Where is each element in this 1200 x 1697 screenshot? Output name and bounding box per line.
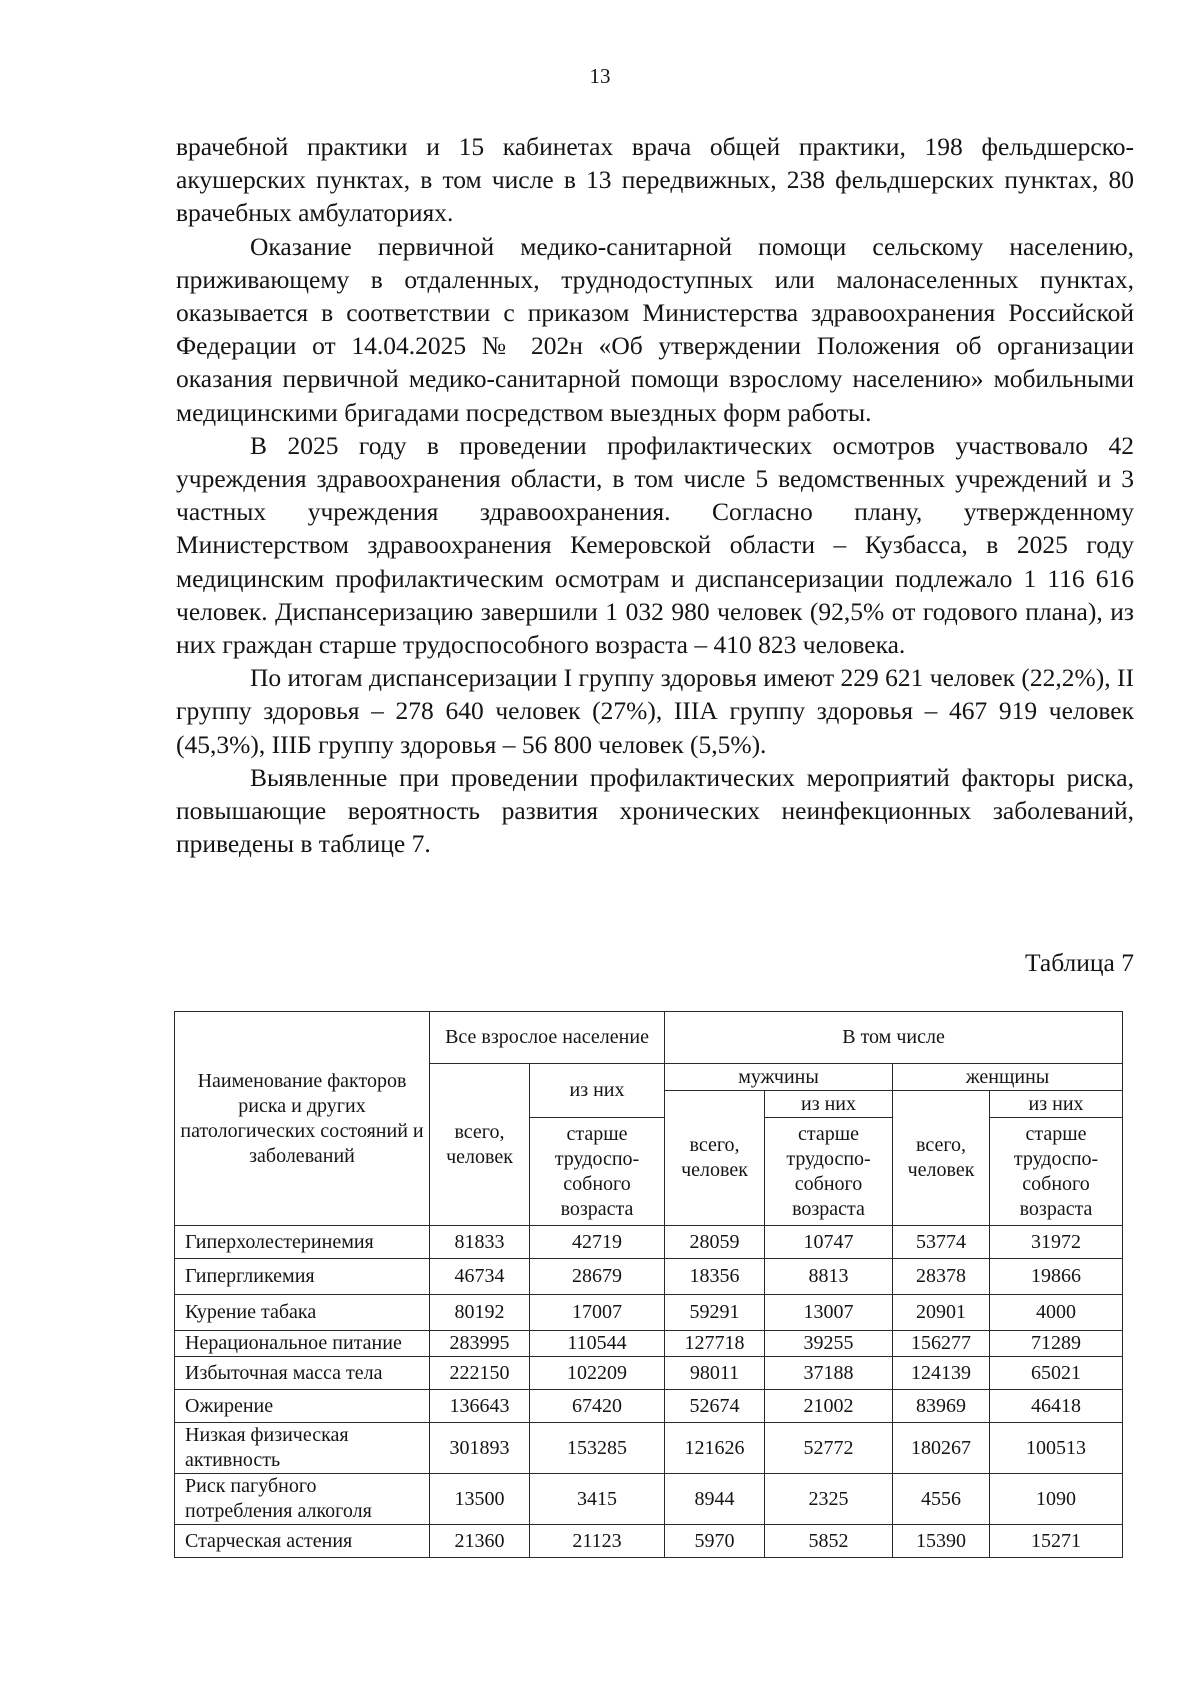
cell: 222150 bbox=[430, 1357, 530, 1390]
cell: 71289 bbox=[990, 1331, 1123, 1357]
paragraph: По итогам диспансеризации I группу здоровья имеют 229 621 человек (22,2%), II группу здоровья – 278 640 человек (27%), IIIА группу здоровья – 467 919 человек (45,3%), IIIБ группу здоровья – 56 800 человек (5,5%). bbox=[176, 663, 1134, 759]
page-number: 13 bbox=[589, 64, 611, 88]
row-name: Гипергликемия bbox=[175, 1259, 430, 1295]
header-of-them-men: из них bbox=[765, 1091, 893, 1118]
cell: 46418 bbox=[990, 1390, 1123, 1423]
cell: 153285 bbox=[530, 1423, 665, 1474]
cell: 18356 bbox=[665, 1259, 765, 1295]
cell: 46734 bbox=[430, 1259, 530, 1295]
cell: 10747 bbox=[765, 1226, 893, 1259]
cell: 15390 bbox=[893, 1525, 990, 1558]
cell: 121626 bbox=[665, 1423, 765, 1474]
cell: 65021 bbox=[990, 1357, 1123, 1390]
table-row bbox=[175, 1390, 1123, 1423]
header-older-all: старше трудоспо-собного возраста bbox=[530, 1118, 665, 1226]
cell: 17007 bbox=[530, 1295, 665, 1331]
cell: 19866 bbox=[990, 1259, 1123, 1295]
cell: 8944 bbox=[665, 1474, 765, 1525]
cell: 39255 bbox=[765, 1331, 893, 1357]
row-name: Гиперхолестеринемия bbox=[175, 1226, 430, 1259]
row-name: Нерациональное питание bbox=[175, 1331, 430, 1357]
header-of-them-all: из них bbox=[530, 1064, 665, 1118]
header-name: Наименование факторов риска и других патологических состояний и заболеваний bbox=[175, 1012, 430, 1226]
cell: 110544 bbox=[530, 1331, 665, 1357]
table-row bbox=[175, 1259, 1123, 1295]
paragraph: Оказание первичной медико-санитарной помощи сельскому населению, приживающему в отдаленных, труднодоступных или малонаселенных пунктах, оказывается в соответствии с приказом Министерства здравоохранения Российской Федерации от 14.04.2025 № 202н «Об утверждении Положения об организации оказания первичной медико-санитарной помощи взрослому населению» мобильными медицинскими бригадами посредством выездных форм работы. bbox=[176, 231, 1134, 427]
row-name: Избыточная масса тела bbox=[175, 1357, 430, 1390]
cell: 13007 bbox=[765, 1295, 893, 1331]
header-including: В том числе bbox=[665, 1012, 1123, 1064]
cell: 81833 bbox=[430, 1226, 530, 1259]
header-women: женщины bbox=[893, 1064, 1123, 1091]
paragraph: Выявленные при проведении профилактических мероприятий факторы риска, повышающие вероятность развития хронических неинфекционных заболеваний, приведены в таблице 7. bbox=[176, 762, 1134, 859]
cell: 37188 bbox=[765, 1357, 893, 1390]
header-men: мужчины bbox=[665, 1064, 893, 1091]
cell: 1090 bbox=[990, 1474, 1123, 1525]
table-row bbox=[175, 1474, 1123, 1525]
cell: 136643 bbox=[430, 1390, 530, 1423]
row-name: Курение табака bbox=[175, 1295, 430, 1331]
cell: 52772 bbox=[765, 1423, 893, 1474]
header-total-all: всего, человек bbox=[430, 1064, 530, 1226]
cell: 98011 bbox=[665, 1357, 765, 1390]
cell: 83969 bbox=[893, 1390, 990, 1423]
row-name: Риск пагубного потребления алкоголя bbox=[175, 1474, 430, 1525]
table-row bbox=[175, 1295, 1123, 1331]
cell: 28378 bbox=[893, 1259, 990, 1295]
cell: 31972 bbox=[990, 1226, 1123, 1259]
cell: 127718 bbox=[665, 1331, 765, 1357]
header-older-women: старше трудоспо-собного возраста bbox=[990, 1118, 1123, 1226]
header-of-them-women: из них bbox=[990, 1091, 1123, 1118]
cell: 21360 bbox=[430, 1525, 530, 1558]
table-row bbox=[175, 1357, 1123, 1390]
cell: 42719 bbox=[530, 1226, 665, 1259]
cell: 180267 bbox=[893, 1423, 990, 1474]
row-name: Низкая физическая активность bbox=[175, 1423, 430, 1474]
cell: 80192 bbox=[430, 1295, 530, 1331]
cell: 59291 bbox=[665, 1295, 765, 1331]
row-name: Старческая астения bbox=[175, 1525, 430, 1558]
cell: 21002 bbox=[765, 1390, 893, 1423]
body-text bbox=[176, 130, 1134, 860]
table-row bbox=[175, 1423, 1123, 1474]
cell: 15271 bbox=[990, 1525, 1123, 1558]
paragraph: В 2025 году в проведении профилактических осмотров участвовало 42 учреждения здравоохранения области, в том числе 5 ведомственных учреждений и 3 частных учреждения здравоохранения. Согласно плану, утвержденному Министерством здравоохранения Кемеровской области – Кузбасса, в 2025 году медицинским профилактическим осмотрам и диспансеризации подлежало 1 116 616 человек. Диспансеризацию завершили 1 032 980 человек (92,5% от годового плана), из них граждан старше трудоспособного возраста – 410 823 человека. bbox=[176, 430, 1134, 660]
cell: 124139 bbox=[893, 1357, 990, 1390]
cell: 283995 bbox=[430, 1331, 530, 1357]
header-older-men: старше трудоспо-собного возраста bbox=[765, 1118, 893, 1226]
risk-factors-table bbox=[174, 1011, 1123, 1558]
cell: 8813 bbox=[765, 1259, 893, 1295]
cell: 3415 bbox=[530, 1474, 665, 1525]
cell: 301893 bbox=[430, 1423, 530, 1474]
cell: 52674 bbox=[665, 1390, 765, 1423]
cell: 28679 bbox=[530, 1259, 665, 1295]
table-caption: Таблица 7 bbox=[1024, 948, 1134, 977]
row-name: Ожирение bbox=[175, 1390, 430, 1423]
table-row bbox=[175, 1525, 1123, 1558]
cell: 67420 bbox=[530, 1390, 665, 1423]
cell: 53774 bbox=[893, 1226, 990, 1259]
cell: 102209 bbox=[530, 1357, 665, 1390]
cell: 13500 bbox=[430, 1474, 530, 1525]
cell: 20901 bbox=[893, 1295, 990, 1331]
header-total-men: всего, человек bbox=[665, 1091, 765, 1226]
cell: 5970 bbox=[665, 1525, 765, 1558]
cell: 156277 bbox=[893, 1331, 990, 1357]
cell: 100513 bbox=[990, 1423, 1123, 1474]
cell: 5852 bbox=[765, 1525, 893, 1558]
cell: 4000 bbox=[990, 1295, 1123, 1331]
cell: 21123 bbox=[530, 1525, 665, 1558]
table-row bbox=[175, 1226, 1123, 1259]
header-all-adults: Все взрослое население bbox=[430, 1012, 665, 1064]
cell: 2325 bbox=[765, 1474, 893, 1525]
cell: 28059 bbox=[665, 1226, 765, 1259]
header-total-women: всего, человек bbox=[893, 1091, 990, 1226]
paragraph: врачебной практики и 15 кабинетах врача общей практики, 198 фельдшерско-акушерских пунктах, в том числе в 13 передвижных, 238 фельдшерских пунктах, 80 врачебных амбулаториях. bbox=[176, 132, 1134, 228]
table-row bbox=[175, 1331, 1123, 1357]
cell: 4556 bbox=[893, 1474, 990, 1525]
